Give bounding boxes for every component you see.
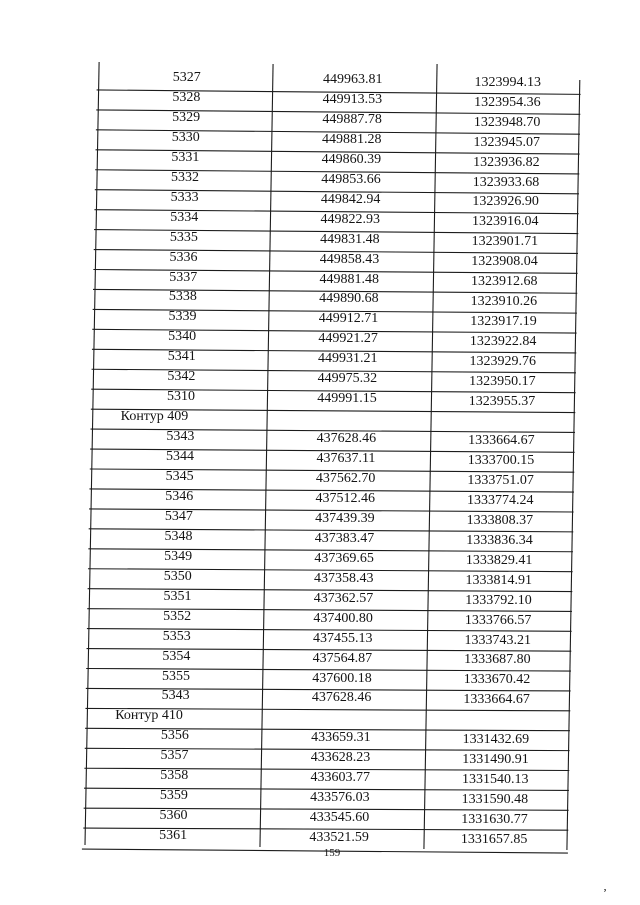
point-number: 5358 [160,768,189,784]
coord-x: 433603.77 [310,770,370,786]
point-number: 5334 [170,209,199,225]
coord-y: 1323908.04 [471,254,538,270]
coord-x: 437439.39 [315,510,375,526]
coord-x: 433576.03 [310,790,370,806]
coord-x: 437369.65 [314,550,374,566]
point-number: 5336 [169,249,198,265]
point-number: 5357 [160,748,189,764]
point-number: 5353 [162,628,191,644]
point-number: 5350 [163,568,192,584]
point-number: 5344 [165,449,194,465]
coord-x: 433659.31 [311,730,371,746]
coord-y: 1333774.24 [466,493,534,509]
coord-y: 1331657.85 [460,831,528,847]
coord-x: 433521.59 [309,830,369,846]
coord-x: 449890.68 [319,291,379,307]
point-number: 5310 [167,389,196,405]
contour-label: Контур 410 [115,708,183,724]
coord-y: 1333687.80 [464,652,531,668]
point-number: 5340 [168,329,197,345]
point-number: 5341 [167,349,196,365]
coord-y: 1323929.76 [469,353,536,369]
coord-x: 437400.80 [313,610,373,626]
coord-y: 1323933.68 [472,174,540,190]
point-number: 5330 [171,129,200,145]
coord-x: 449921.27 [318,331,378,347]
coord-x: 433628.23 [310,750,371,766]
point-number: 5360 [159,808,188,824]
coord-y: 1323916.04 [472,214,539,230]
coord-y: 1333700.15 [467,453,535,469]
coord-x: 449842.94 [320,191,381,207]
point-number: 5359 [159,788,188,804]
coord-x: 437455.13 [312,630,373,646]
coord-y: 1333664.67 [468,433,535,449]
coord-y: 1323948.70 [473,114,541,130]
contour-label: Контур 409 [120,409,189,425]
coord-x: 449887.78 [322,111,382,127]
coord-y: 1333664.67 [463,692,530,708]
coord-x: 449963.81 [323,72,383,87]
coord-y: 1333751.07 [467,473,534,489]
coord-y: 1323917.19 [470,313,537,329]
point-number: 5346 [165,488,194,504]
point-number: 5352 [163,608,192,624]
coord-x: 449858.43 [319,251,380,267]
point-number: 5328 [172,89,201,105]
coord-y: 1323910.26 [470,294,538,310]
point-number: 5333 [170,189,199,205]
left-border [85,62,99,845]
coord-y: 1323912.68 [470,274,538,290]
point-number: 5351 [163,588,192,604]
point-number: 5347 [164,508,193,524]
coord-y: 1323945.07 [473,134,540,150]
point-number: 5342 [167,369,196,385]
coord-y: 1331590.48 [461,791,529,807]
coord-x: 449881.48 [319,271,379,287]
page-number: 159 [323,847,341,859]
coord-y: 1331490.91 [462,751,529,767]
point-number: 5348 [164,528,193,544]
coord-y: 1333766.57 [464,612,532,628]
point-number: 5339 [168,309,197,325]
coord-y: 1333808.37 [466,513,534,529]
point-number: 5335 [169,229,198,245]
coord-x: 449881.28 [321,131,382,147]
coord-y: 1331540.13 [461,771,529,787]
coord-y: 1323954.36 [474,94,541,110]
coord-y: 1333814.91 [465,572,533,588]
coord-y: 1323901.71 [471,234,539,250]
coord-y: 1323950.17 [469,373,536,389]
point-number: 5349 [164,548,193,564]
coord-x: 449975.32 [317,371,378,387]
point-number: 5332 [170,169,199,185]
point-number: 5329 [172,109,201,125]
coord-y: 1333670.42 [463,672,531,688]
coord-x: 449822.93 [320,211,381,227]
point-number: 5343 [161,688,190,704]
coord-x: 449931.21 [318,351,378,367]
corner-mark: ʼ [603,886,607,900]
coord-y: 1333743.21 [464,632,531,648]
coord-x: 437628.46 [316,431,377,447]
point-number: 5345 [165,469,194,484]
point-number: 5331 [171,149,200,165]
coord-y: 1331630.77 [461,811,528,827]
coord-x: 449831.48 [320,231,380,247]
coord-x: 449991.15 [317,391,377,407]
coord-x: 437358.43 [314,570,374,586]
coord-x: 437637.11 [316,451,376,467]
coord-x: 437383.47 [314,530,375,546]
coord-x: 437564.87 [312,650,373,666]
point-number: 5356 [160,728,189,744]
point-number: 5327 [172,70,201,85]
coord-y: 1323926.90 [472,194,539,210]
coord-y: 1333829.41 [465,552,533,568]
coord-y: 1333836.34 [466,532,533,548]
coord-x: 437600.18 [312,670,372,686]
coord-y: 1323955.37 [468,393,536,409]
coord-x: 437562.70 [315,471,376,486]
coord-x: 449860.39 [321,151,382,167]
coord-y: 1323922.84 [469,333,537,349]
coord-y: 1323994.13 [474,75,542,90]
coord-x: 449853.66 [321,171,381,187]
coord-y: 1333792.10 [465,592,532,608]
coord-x: 449912.71 [318,311,379,327]
point-number: 5361 [159,828,188,844]
coord-y: 1323936.82 [473,154,540,170]
coord-x: 437362.57 [313,590,374,606]
point-number: 5355 [162,668,190,684]
point-number: 5338 [168,289,197,305]
coord-x: 437512.46 [315,490,375,506]
coord-x: 449913.53 [322,91,383,107]
point-number: 5337 [169,269,198,285]
coord-y: 1331432.69 [462,732,530,748]
coord-x: 437628.46 [311,690,372,706]
point-number: 5354 [162,648,191,664]
point-number: 5343 [166,429,195,445]
coord-x: 433545.60 [309,810,370,826]
